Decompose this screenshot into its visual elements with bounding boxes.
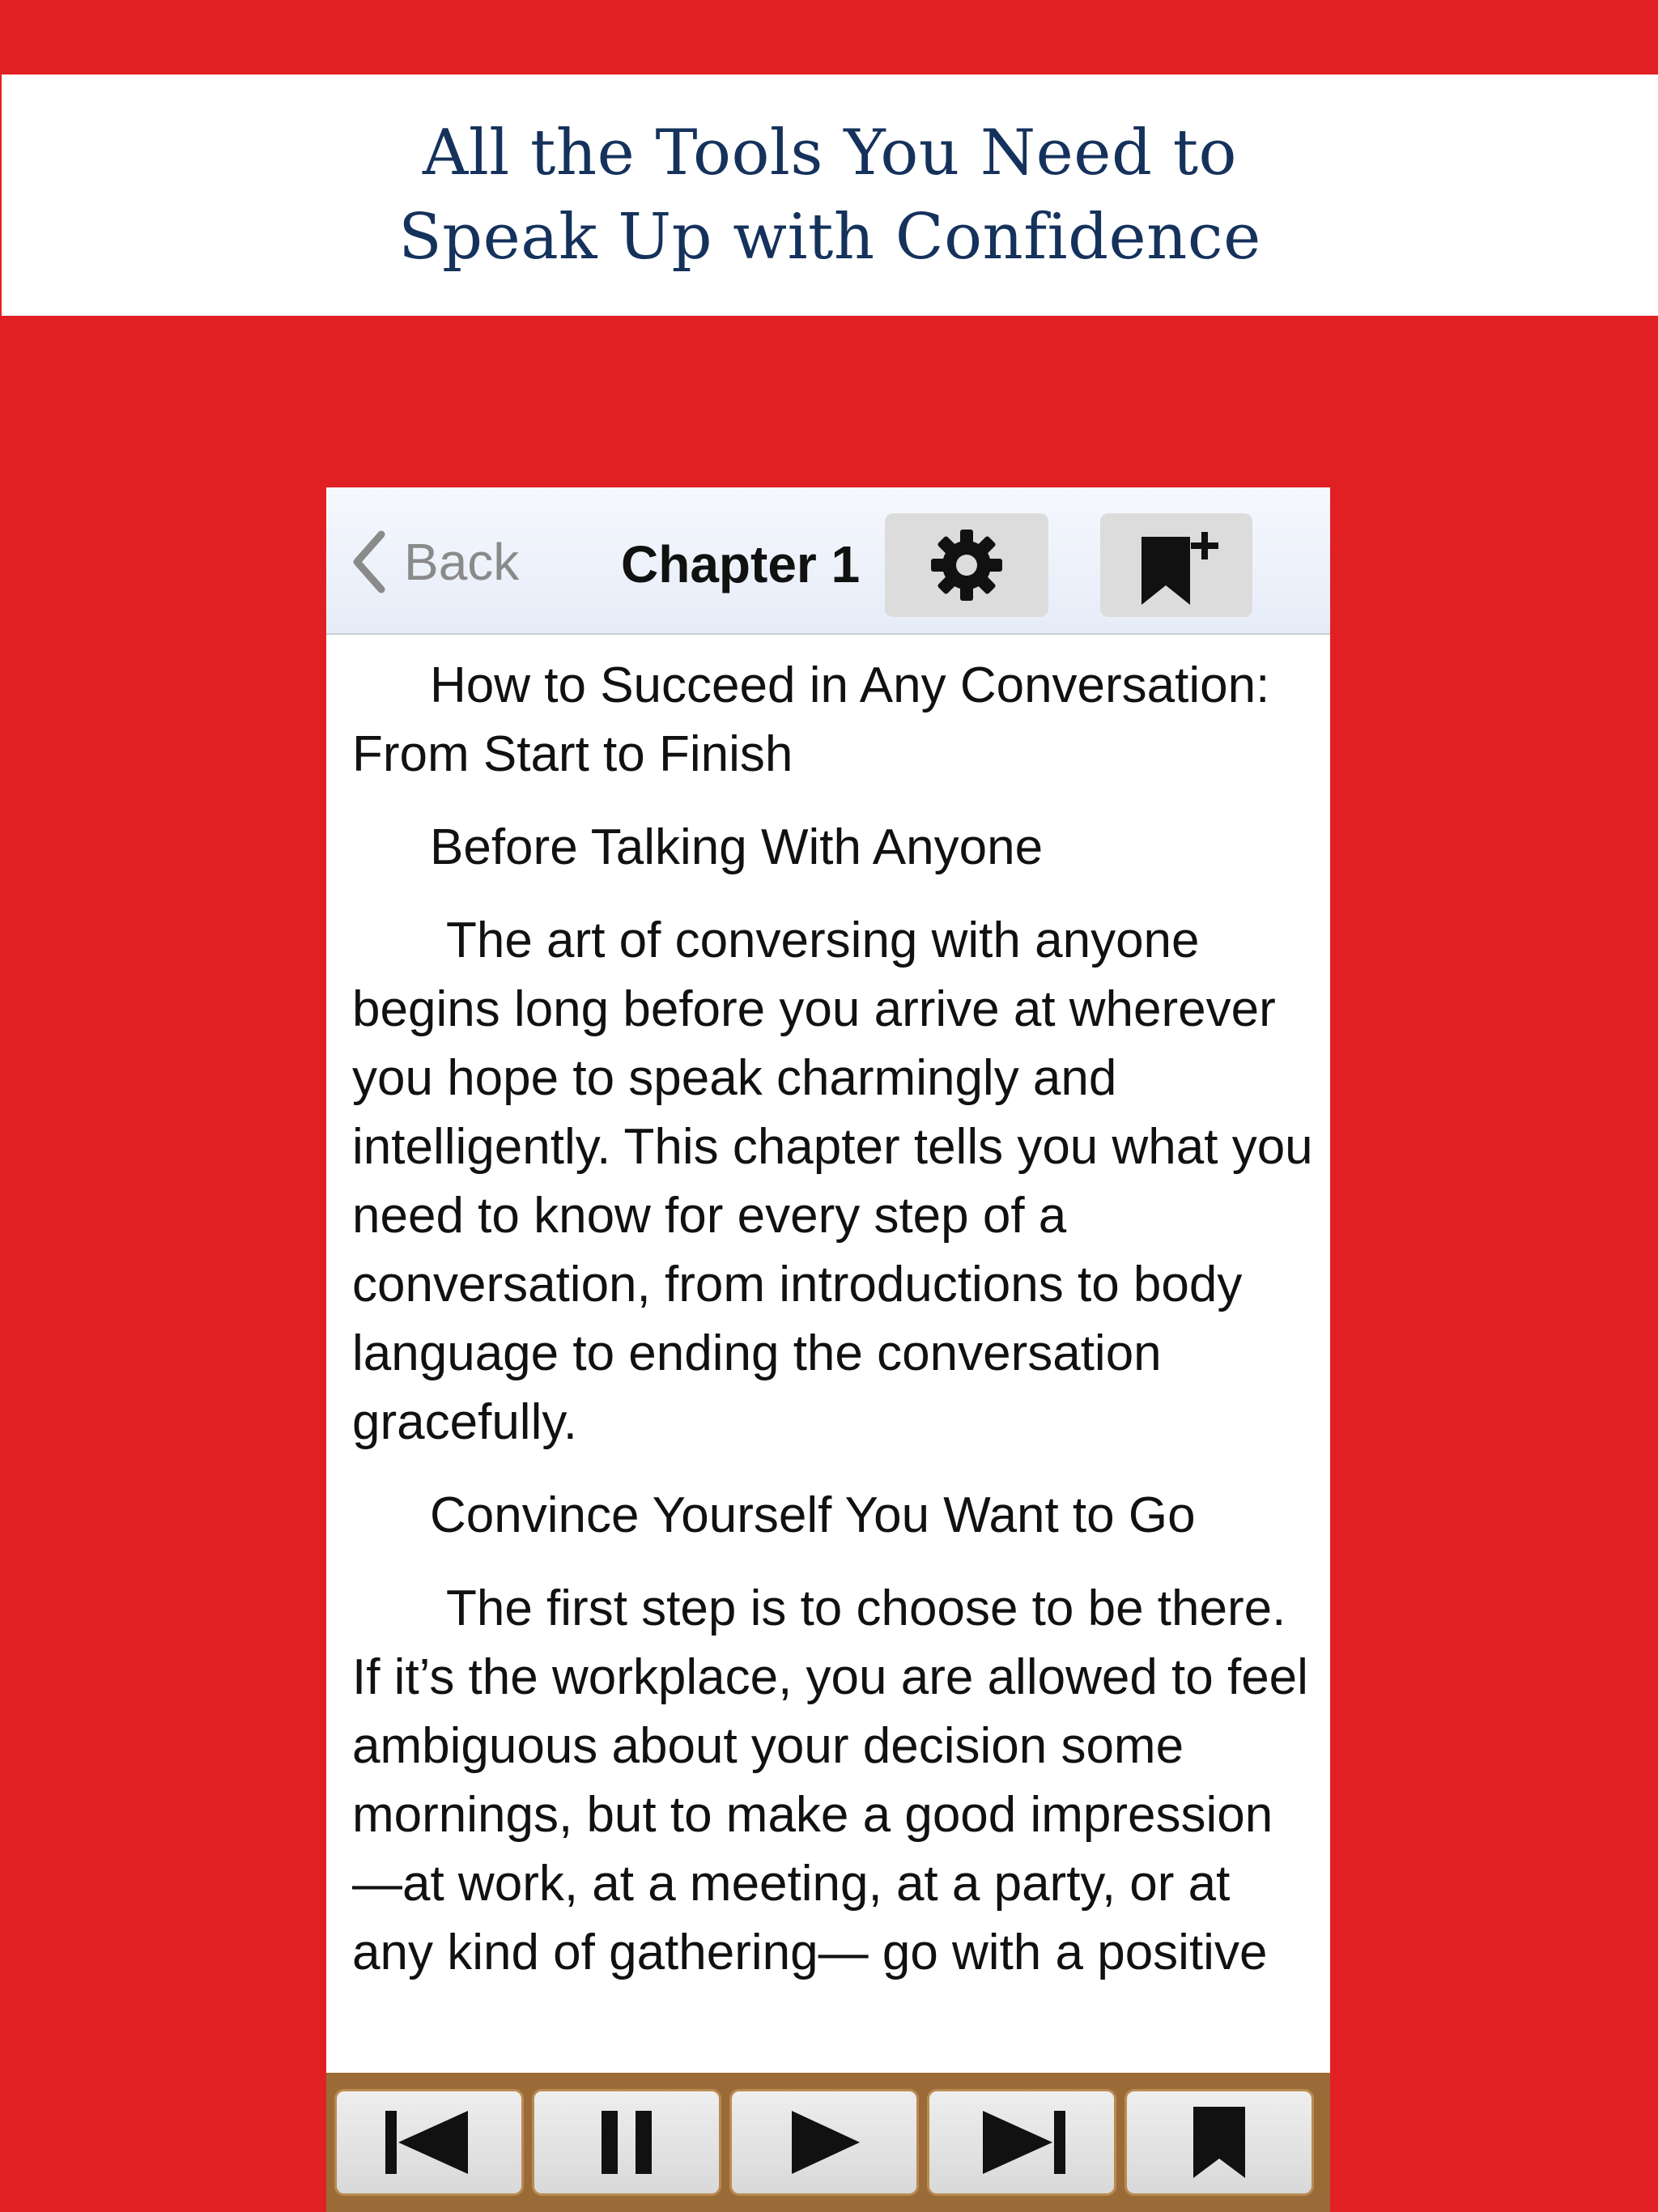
gear-icon [926,525,1007,606]
section-heading: Convince Yourself You Want to Go [430,1487,1196,1543]
banner-headline-line1: All the Tools You Need to [422,117,1237,189]
body-paragraph: The first step is to choose to be there. If it’s the workplace, you are allowed to feel ambiguous about your decision some mornings, but to make a good impression—at work, at a meeting, at a party, or at any kind of gathering— go with a positive [352,1580,1308,1980]
playback-toolbar [326,2073,1330,2212]
bookmark-plus-icon [1124,521,1229,610]
play-button[interactable] [729,2089,919,2196]
banner-headline-line2: Speak Up with Confidence [398,201,1261,274]
pause-button[interactable] [532,2089,721,2196]
bookmark-icon [1187,2102,1252,2183]
play-icon [784,2106,865,2179]
section-heading: Before Talking With Anyone [430,819,1044,875]
pause-icon [590,2106,663,2179]
app-screen [326,487,1330,2212]
chapter-heading: How to Succeed in Any Conversation: From Start to Finish [352,657,1270,782]
bookmark-button[interactable] [1124,2089,1314,2196]
back-button[interactable] [351,530,519,594]
promo-banner [2,74,1658,316]
settings-button[interactable] [885,513,1048,617]
skip-forward-button[interactable] [927,2089,1116,2196]
body-paragraph: The art of conversing with anyone begins long before you arrive at wherever you hope to speak charmingly and intelligently. This chapter tells you what you need to know for every step of a conversation, from introductions to body language to ending the conversation gracefully. [352,912,1313,1450]
chevron-left-icon [351,530,386,594]
add-bookmark-button[interactable] [1100,513,1252,617]
top-red-strip [0,0,1658,74]
chapter-content [352,651,1316,2011]
chapter-title: Chapter 1 [621,535,861,593]
back-button-label: Back [404,533,520,591]
skip-back-icon [380,2106,478,2179]
navigation-bar [326,487,1330,635]
skip-forward-icon [973,2106,1070,2179]
skip-back-button[interactable] [334,2089,524,2196]
